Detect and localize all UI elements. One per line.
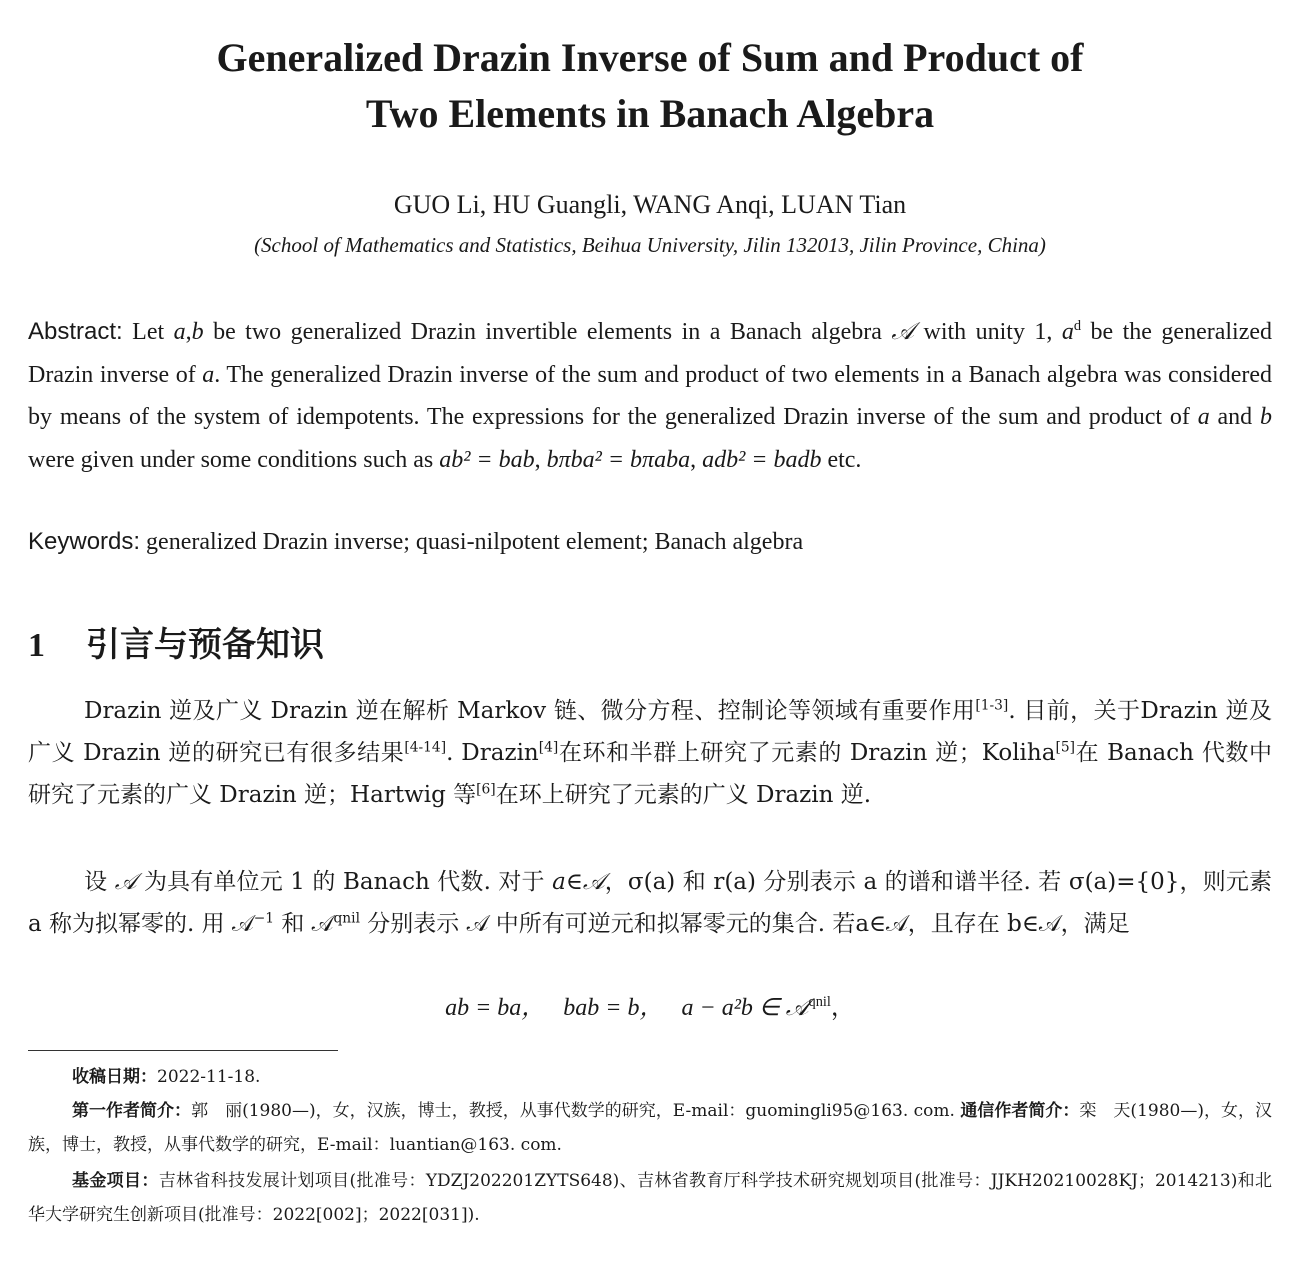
footnote-funding [28,1164,1272,1232]
abstract-label: Abstract: [28,318,123,345]
footnote-label: 收稿日期： [72,1067,157,1087]
footnote-label: 第一作者简介： [72,1101,192,1121]
abstract-text: be two generalized Drazin invertible elements in a Banach algebra [203,319,892,345]
math-algebra-symbol: 𝒜 [891,317,915,345]
math-a: a [173,319,186,345]
section-title: 引言与预备知识 [86,625,324,665]
math-b: b [191,319,204,345]
paper-title [0,30,1300,142]
paragraph-text: Drazin 逆及广义 Drazin 逆在解析 Markov 链、微分方程、控制论等领域有重要作用 [84,698,976,724]
math-a: a [202,361,215,388]
math-condition-1: ab² = bab [439,446,535,473]
math-algebra-symbol: 𝒜 [114,869,137,895]
keywords-text: generalized Drazin inverse; quasi-nilpotent element; Banach algebra [146,529,804,555]
keywords [28,522,1272,562]
math-condition-3: adb² = badb [702,446,822,473]
abstract: Abstract: Let a,b be two generalized Drazin invertible elements in a Banach algebra 𝒜 with unity 1, $a^d$ be the generalized Drazin inverse of a. The generalized Drazin inverse of the sum and product of two elements in a Banach algebra was considered by means of the system of idempotents. The expressions for the generalized Drazin inverse of the sum and product of a and b were given under some conditions such as ab² = bab, bπba² = bπaba, adb² = badb etc. [28,317,1273,473]
equation-part: ， [830,995,855,1021]
paragraph-text: 设 [84,869,115,895]
math-superscript: −1 [253,910,275,927]
abstract-text: . The generalized Drazin inverse of the sum and product of two elements in a Banach algebra was considered by means of the system of idempotents. The expressions for the generalized Drazin inverse of the sum and product of [28,361,1272,430]
math-b: b [1260,404,1272,430]
abstract-text: etc. [821,446,862,473]
paragraph-text: 在环上研究了元素的广义 Drazin 逆. [495,782,872,808]
title-line-2: Two Elements in Banach Algebra [365,91,935,136]
math-superscript: d [1073,318,1082,334]
equation-part: ab = ba， [445,995,546,1021]
abstract-text: and [1209,404,1260,430]
abstract-text: , [185,319,192,345]
section-heading [28,620,324,671]
footnote-text: 2022-11-18. [157,1067,261,1087]
abstract-text: be the generalized Drazin inverse of [28,319,1273,388]
math-a: a [1197,404,1210,430]
citation: [4] [538,739,559,756]
math-a: a [1061,319,1074,345]
equation-part: bab = b， [563,995,664,1021]
footnote-divider [28,1050,338,1051]
paragraph-text: 分别表示 𝒜 中所有可逆元和拟幂零元的集合. 若a∈𝒜，且存在 b∈𝒜，满足 [360,911,1130,937]
paragraph-text: . 目前，关于Drazin 逆及广义 Drazin 逆的研究已有很多结果 [28,698,1272,766]
footnote-text: 郭 丽(1980—)，女，汉族，博士，教授，从事代数学的研究，E-mail：guomingli95@163. com. [191,1101,961,1121]
abstract-text: Let [132,319,174,345]
citation: [6] [476,781,496,798]
citation: [1-3] [975,697,1009,714]
section-number: 1 [28,627,45,664]
intro-paragraph-1 [28,690,1272,816]
keywords-label: Keywords: [28,528,141,555]
affiliation: (School of Mathematics and Statistics, Beihua University, Jilin 132013, Jilin Province, China) [254,233,1046,257]
title-line-1: Generalized Drazin Inverse of Sum and Product of [216,35,1084,80]
intro-paragraph-2 [28,861,1272,945]
abstract-text: with unity 1, [914,319,1062,345]
citation: [4-14] [404,739,447,756]
author-list: GUO Li, HU Guangli, WANG Anqi, LUAN Tian [393,190,907,219]
math-superscript: qnil [808,994,831,1010]
abstract-text: were given under some conditions such as [28,446,440,473]
equation-part: a − a²b ∈ 𝒜 [681,995,809,1021]
footnote-label: 基金项目： [72,1171,159,1191]
math-superscript: qnil [333,910,360,927]
paragraph-text: ，σ(a) 和 r(a) 分别表示 a 的谱和谱半径. 若 σ(a)={0}，则元素 a 称为拟幂零的. 用 𝒜 [28,869,1272,937]
footnote-received [28,1060,1272,1094]
citation: [5] [1055,739,1075,756]
math-condition-2: bπba² = bπaba [546,446,691,473]
paragraph-text: . Drazin [446,740,539,766]
math-membership: a∈𝒜 [552,869,605,895]
paragraph-text: 在环和半群上研究了元素的 Drazin 逆；Koliha [558,740,1056,766]
display-equation [0,988,1300,1028]
footnote-text: 吉林省科技发展计划项目(批准号：YDZJ202201ZYTS648)、吉林省教育厅科学技术研究规划项目(批准号：JJKH20210028KJ；2014213)和北华大学研究生创新项目(批准号：2022[002]；2022[031]). [28,1171,1273,1225]
footnote-label: 通信作者简介： [960,1101,1080,1121]
paragraph-text: 在 Banach 代数中研究了元素的广义 Drazin 逆；Hartwig 等 [28,740,1272,808]
paragraph-text: 和 𝒜 [274,911,334,937]
footnote-authors [28,1094,1272,1162]
footnote-text: 栾 天(1980—)，女，汉族，博士，教授，从事代数学的研究，E-mail：luantian@163. com. [28,1101,1272,1155]
paragraph-text: 为具有单位元 1 的 Banach 代数. 对于 [136,869,553,895]
